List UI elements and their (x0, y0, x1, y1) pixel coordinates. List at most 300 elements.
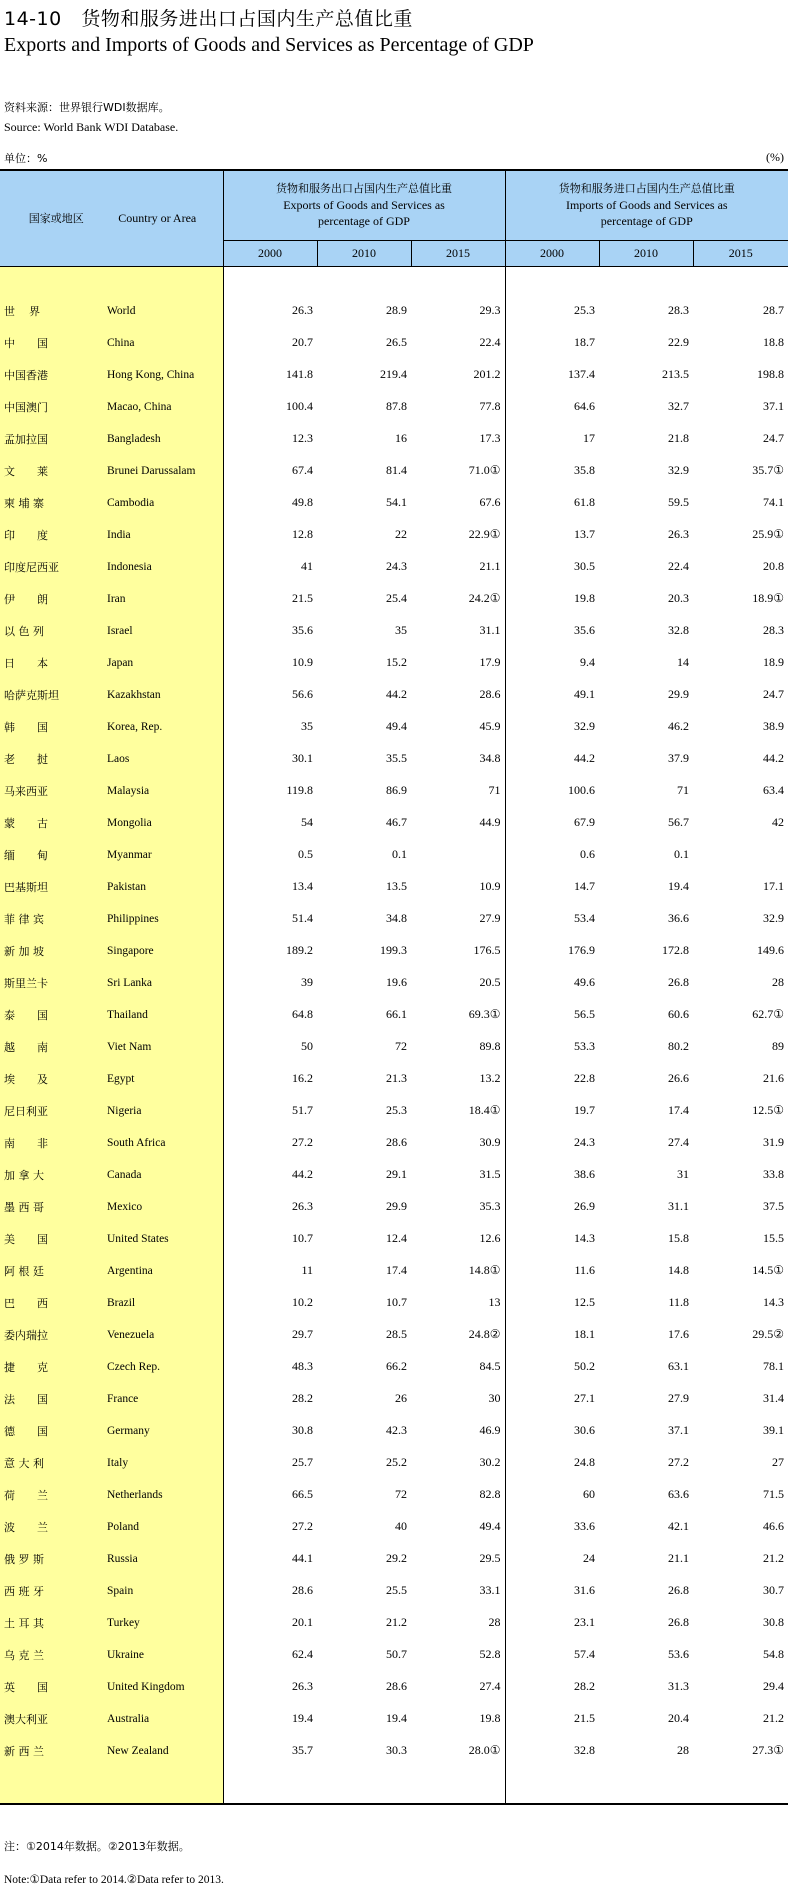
country-name-cn: 以 色 列 (0, 615, 101, 647)
export-value-cell: 81.4 (386, 463, 407, 477)
table-row (0, 999, 788, 1031)
spacer-cell (223, 1767, 317, 1804)
country-name-en: Ukraine (101, 1639, 223, 1671)
export-value-cell: 189.2 (286, 943, 313, 957)
imports-header-en: Imports of Goods and Services as percentage of GDP (565, 198, 728, 229)
import-value-cell: 49.6 (574, 975, 596, 989)
table-row (0, 807, 788, 839)
export-value-cell: 12.4 (386, 1231, 407, 1245)
country-name-cn: 新 西 兰 (0, 1735, 101, 1767)
spacer-cell (599, 266, 693, 295)
export-value-cell: 26.5 (386, 335, 407, 349)
export-value-cell: 141.8 (286, 367, 313, 381)
export-value-cell: 35 (395, 623, 407, 637)
export-value-cell: 86.9 (386, 783, 407, 797)
export-value-cell: 29.1 (386, 1167, 407, 1181)
export-value-cell: 28 (411, 1607, 505, 1639)
import-value-cell: 30.6 (574, 1423, 596, 1437)
table-row (0, 967, 788, 999)
table-row (0, 1127, 788, 1159)
import-value-cell: 19.7 (574, 1103, 596, 1117)
export-value-cell: 35.3 (411, 1191, 505, 1223)
export-value-cell: 49.4 (411, 1511, 505, 1543)
export-value-cell: 66.2 (386, 1359, 407, 1373)
country-name-cn: 埃 及 (0, 1063, 101, 1095)
import-value-cell: 29.4 (763, 1679, 785, 1693)
import-value-cell: 89 (772, 1039, 785, 1053)
export-value-cell: 27.2 (292, 1519, 313, 1533)
country-name-en: Mexico (101, 1191, 223, 1223)
import-value-cell: 20.3 (668, 591, 690, 605)
export-value-cell: 77.8 (411, 391, 505, 423)
import-value-cell: 14 (677, 655, 690, 669)
footnote-cn: 注：①2014年数据。②2013年数据。 (4, 1840, 190, 1853)
import-value-cell: 42.1 (668, 1519, 690, 1533)
country-name-cn: 印度尼西亚 (0, 551, 101, 583)
spacer-cell (411, 266, 505, 295)
imports-header-cn: 货物和服务进口占国内生产总值比重 (558, 182, 735, 196)
exports-group-header (223, 170, 505, 240)
imports-group-header (505, 170, 788, 240)
table-row (0, 1319, 788, 1351)
import-value-cell: 25.9① (752, 527, 785, 541)
import-value-cell: 57.4 (574, 1647, 596, 1661)
table-row (0, 743, 788, 775)
year-header: 2015 (411, 240, 505, 266)
export-value-cell: 19.4 (292, 1711, 313, 1725)
export-value-cell: 12.6 (411, 1223, 505, 1255)
export-value-cell: 30.2 (411, 1447, 505, 1479)
country-name-cn: 中 国 (0, 327, 101, 359)
export-value-cell: 22.4 (411, 327, 505, 359)
table-row (0, 1447, 788, 1479)
import-value-cell: 21.1 (668, 1551, 690, 1565)
import-value-cell: 35.6 (574, 623, 596, 637)
import-value-cell: 12.5① (752, 1103, 785, 1117)
table-row (0, 1415, 788, 1447)
export-value-cell: 48.3 (292, 1359, 313, 1373)
country-name-cn: 南 非 (0, 1127, 101, 1159)
import-value-cell: 17.4 (668, 1103, 690, 1117)
table-row (0, 615, 788, 647)
country-name-en: Italy (101, 1447, 223, 1479)
data-table (0, 169, 788, 1805)
import-value-cell: 27.4 (668, 1135, 690, 1149)
import-value-cell: 11.6 (574, 1263, 596, 1277)
spacer-cell (693, 1767, 788, 1804)
import-value-cell: 26.8 (668, 1583, 690, 1597)
spacer-cell (317, 266, 411, 295)
import-value-cell: 32.9 (668, 463, 690, 477)
country-name-cn: 柬 埔 寨 (0, 487, 101, 519)
export-value-cell: 21.2 (386, 1615, 407, 1629)
export-value-cell: 28.6 (386, 1679, 407, 1693)
table-row (0, 871, 788, 903)
export-value-cell: 19.4 (386, 1711, 407, 1725)
country-name-cn: 老 挝 (0, 743, 101, 775)
import-value-cell: 74.1 (763, 495, 785, 509)
table-row (0, 1383, 788, 1415)
import-value-cell: 21.6 (763, 1071, 785, 1085)
import-value-cell: 32.8 (574, 1743, 596, 1757)
country-name-cn: 波 兰 (0, 1511, 101, 1543)
export-value-cell: 27.4 (411, 1671, 505, 1703)
country-name-cn: 新 加 坡 (0, 935, 101, 967)
export-value-cell: 44.1 (292, 1551, 313, 1565)
country-header-en: Country or Area (118, 211, 197, 226)
table-row (0, 487, 788, 519)
unit-label-cn: 单位：% (4, 152, 48, 165)
import-value-cell: 29.5② (752, 1327, 785, 1341)
import-value-cell: 33.6 (574, 1519, 596, 1533)
country-name-cn: 英 国 (0, 1671, 101, 1703)
import-value-cell: 18.8 (763, 335, 785, 349)
export-value-cell: 26.3 (292, 1199, 313, 1213)
export-value-cell: 176.5 (411, 935, 505, 967)
import-value-cell: 31.6 (574, 1583, 596, 1597)
export-value-cell: 22.9① (411, 519, 505, 551)
import-value-cell: 31.1 (668, 1199, 690, 1213)
import-value-cell: 18.9 (763, 655, 785, 669)
table-row (0, 327, 788, 359)
country-name-cn: 美 国 (0, 1223, 101, 1255)
import-value-cell: 21.8 (668, 431, 690, 445)
import-value-cell: 24.7 (763, 431, 785, 445)
table-row (0, 839, 788, 871)
export-value-cell: 10.7 (292, 1231, 313, 1245)
table-row (0, 1351, 788, 1383)
export-value-cell: 62.4 (292, 1647, 313, 1661)
footnote-en: Note:①Data refer to 2014.②Data refer to 2013. (4, 1874, 224, 1886)
export-value-cell: 11 (301, 1263, 313, 1277)
export-value-cell: 33.1 (411, 1575, 505, 1607)
table-row (0, 711, 788, 743)
country-name-en: Nigeria (101, 1095, 223, 1127)
year-header: 2010 (599, 240, 693, 266)
export-value-cell: 66.5 (292, 1487, 313, 1501)
table-row (0, 1191, 788, 1223)
import-value-cell: 14.3 (763, 1295, 785, 1309)
import-value-cell: 53.4 (574, 911, 596, 925)
export-value-cell: 13 (411, 1287, 505, 1319)
import-value-cell: 13.7 (574, 527, 596, 541)
country-name-cn: 越 南 (0, 1031, 101, 1063)
import-value-cell: 14.8 (668, 1263, 690, 1277)
export-value-cell: 30.1 (292, 751, 313, 765)
import-value-cell: 17.1 (763, 879, 785, 893)
export-value-cell: 15.2 (386, 655, 407, 669)
import-value-cell: 21.5 (574, 1711, 596, 1725)
country-name-en: Mongolia (101, 807, 223, 839)
export-value-cell: 0.1 (392, 847, 407, 861)
import-value-cell: 14.7 (574, 879, 596, 893)
table-row (0, 775, 788, 807)
export-value-cell: 45.9 (411, 711, 505, 743)
import-value-cell: 28.3 (763, 623, 785, 637)
import-value-cell: 28.2 (574, 1679, 596, 1693)
year-header: 2015 (693, 240, 788, 266)
import-value-cell: 36.6 (668, 911, 690, 925)
country-name-en: Japan (101, 647, 223, 679)
page-title-cn (4, 4, 413, 31)
country-name-cn: 伊 朗 (0, 583, 101, 615)
title-cn-text: 货物和服务进出口占国内生产总值比重 (81, 8, 413, 30)
table-row (0, 551, 788, 583)
country-name-cn: 墨 西 哥 (0, 1191, 101, 1223)
table-row (0, 1223, 788, 1255)
import-value-cell: 15.8 (668, 1231, 690, 1245)
import-value-cell: 32.8 (668, 623, 690, 637)
export-value-cell: 49.4 (386, 719, 407, 733)
export-value-cell: 10.7 (386, 1295, 407, 1309)
import-value-cell: 54.8 (763, 1647, 785, 1661)
spacer-cell (0, 266, 101, 295)
source-note-en: Source: World Bank WDI Database. (4, 120, 179, 134)
export-value-cell: 219.4 (380, 367, 407, 381)
table-row (0, 1287, 788, 1319)
country-name-en: France (101, 1383, 223, 1415)
country-name-en: Russia (101, 1543, 223, 1575)
country-name-cn: 尼日利亚 (0, 1095, 101, 1127)
import-value-cell: 29.9 (668, 687, 690, 701)
table-row (0, 1255, 788, 1287)
table-row (0, 519, 788, 551)
country-name-en: Malaysia (101, 775, 223, 807)
import-value-cell: 20.8 (763, 559, 785, 573)
country-name-en: Philippines (101, 903, 223, 935)
country-name-cn: 文 莱 (0, 455, 101, 487)
source-note-cn: 资料来源：世界银行WDI数据库。 (4, 101, 170, 114)
country-name-en: Argentina (101, 1255, 223, 1287)
export-value-cell: 64.8 (292, 1007, 313, 1021)
country-name-cn: 法 国 (0, 1383, 101, 1415)
import-value-cell: 63.4 (763, 783, 785, 797)
export-value-cell: 40 (395, 1519, 407, 1533)
export-value-cell: 25.7 (292, 1455, 313, 1469)
export-value-cell: 30.9 (411, 1127, 505, 1159)
year-header: 2000 (505, 240, 599, 266)
table-row (0, 1095, 788, 1127)
country-name-en: Viet Nam (101, 1031, 223, 1063)
import-value-cell: 137.4 (568, 367, 596, 381)
export-value-cell: 30.3 (386, 1743, 407, 1757)
export-value-cell: 21.5 (292, 591, 313, 605)
table-row (0, 1703, 788, 1735)
import-value-cell: 24 (583, 1551, 596, 1565)
import-value-cell: 19.4 (668, 879, 690, 893)
spacer-cell (505, 1767, 599, 1804)
country-name-cn: 斯里兰卡 (0, 967, 101, 999)
table-row (0, 1063, 788, 1095)
import-value-cell: 14.3 (574, 1231, 596, 1245)
export-value-cell: 20.1 (292, 1615, 313, 1629)
export-value-cell: 24.8② (411, 1319, 505, 1351)
export-value-cell: 30 (411, 1383, 505, 1415)
import-value-cell: 27 (772, 1455, 785, 1469)
country-name-en: Bangladesh (101, 423, 223, 455)
export-value-cell: 28.5 (386, 1327, 407, 1341)
export-value-cell: 26.3 (292, 303, 313, 317)
export-value-cell: 14.8① (411, 1255, 505, 1287)
country-name-cn: 土 耳 其 (0, 1607, 101, 1639)
import-value-cell: 31.3 (668, 1679, 690, 1693)
country-name-en: Venezuela (101, 1319, 223, 1351)
export-value-cell: 67.6 (411, 487, 505, 519)
spacer-cell (317, 1767, 411, 1804)
country-name-en: Poland (101, 1511, 223, 1543)
import-value-cell: 172.8 (662, 943, 690, 957)
country-name-en: Germany (101, 1415, 223, 1447)
country-name-en: Laos (101, 743, 223, 775)
country-name-cn: 缅 甸 (0, 839, 101, 871)
export-value-cell: 26 (395, 1391, 407, 1405)
import-value-cell: 24.7 (763, 687, 785, 701)
import-value-cell: 37.9 (668, 751, 690, 765)
export-value-cell: 27.2 (292, 1135, 313, 1149)
import-value-cell: 22.9 (668, 335, 690, 349)
import-value-cell: 9.4 (580, 655, 596, 669)
export-value-cell: 31.5 (411, 1159, 505, 1191)
country-name-en: Myanmar (101, 839, 223, 871)
import-value-cell: 24.3 (574, 1135, 596, 1149)
import-value-cell: 26.8 (668, 1615, 690, 1629)
country-name-en: Turkey (101, 1607, 223, 1639)
country-name-en: Macao, China (101, 391, 223, 423)
country-name-cn: 马来西亚 (0, 775, 101, 807)
export-value-cell: 50 (301, 1039, 313, 1053)
table-row (0, 1479, 788, 1511)
table-row (0, 455, 788, 487)
import-value-cell: 32.7 (668, 399, 690, 413)
country-name-cn: 乌 克 兰 (0, 1639, 101, 1671)
import-value-cell: 42 (772, 815, 785, 829)
export-value-cell: 66.1 (386, 1007, 407, 1021)
export-value-cell: 54 (301, 815, 313, 829)
table-row (0, 1671, 788, 1703)
country-name-cn: 日 本 (0, 647, 101, 679)
export-value-cell: 22 (395, 527, 407, 541)
import-value-cell: 17 (583, 431, 596, 445)
export-value-cell: 24.2① (411, 583, 505, 615)
country-name-en: Israel (101, 615, 223, 647)
exports-header-cn: 货物和服务出口占国内生产总值比重 (276, 182, 452, 196)
import-value-cell: 22.8 (574, 1071, 596, 1085)
country-name-en: Egypt (101, 1063, 223, 1095)
export-value-cell: 35.5 (386, 751, 407, 765)
country-name-en: Brunei Darussalam (101, 455, 223, 487)
export-value-cell: 25.3 (386, 1103, 407, 1117)
table-row (0, 1543, 788, 1575)
import-value-cell: 28.7 (763, 303, 785, 317)
spacer-row (0, 1767, 788, 1804)
import-value-cell: 63.1 (668, 1359, 690, 1373)
country-name-cn: 意 大 利 (0, 1447, 101, 1479)
table-body (0, 266, 788, 1804)
import-value-cell: 18.1 (574, 1327, 596, 1341)
table-row (0, 935, 788, 967)
export-value-cell: 46.9 (411, 1415, 505, 1447)
import-value-cell: 18.9① (752, 591, 785, 605)
country-name-cn: 加 拿 大 (0, 1159, 101, 1191)
import-value-cell: 26.9 (574, 1199, 596, 1213)
table-row (0, 903, 788, 935)
import-value-cell: 30.7 (763, 1583, 785, 1597)
country-name-en: Sri Lanka (101, 967, 223, 999)
import-value-cell: 20.4 (668, 1711, 690, 1725)
country-name-cn: 蒙 古 (0, 807, 101, 839)
country-name-en: Thailand (101, 999, 223, 1031)
import-value-cell: 30.5 (574, 559, 596, 573)
import-value-cell: 21.2 (763, 1711, 785, 1725)
country-header-cn: 国家或地区 (28, 212, 84, 226)
export-value-cell: 25.2 (386, 1455, 407, 1469)
export-value-cell: 25.5 (386, 1583, 407, 1597)
import-value-cell: 25.3 (574, 303, 596, 317)
export-value-cell: 28.6 (386, 1135, 407, 1149)
import-value-cell: 80.2 (668, 1039, 690, 1053)
import-value-cell: 53.3 (574, 1039, 596, 1053)
import-value-cell: 18.7 (574, 335, 596, 349)
import-value-cell: 32.9 (763, 911, 785, 925)
import-value-cell: 56.5 (574, 1007, 596, 1021)
export-value-cell: 44.2 (386, 687, 407, 701)
import-value-cell: 32.9 (574, 719, 596, 733)
export-value-cell: 20.5 (411, 967, 505, 999)
country-name-cn: 捷 克 (0, 1351, 101, 1383)
export-value-cell: 41 (301, 559, 313, 573)
spacer-cell (693, 266, 788, 295)
import-value-cell: 28.3 (668, 303, 690, 317)
export-value-cell: 49.8 (292, 495, 313, 509)
export-value-cell: 10.9 (292, 655, 313, 669)
country-name-en: Spain (101, 1575, 223, 1607)
import-value-cell: 22.4 (668, 559, 690, 573)
unit-label-pct: (%) (766, 150, 784, 164)
export-value-cell: 18.4① (411, 1095, 505, 1127)
export-value-cell: 82.8 (411, 1479, 505, 1511)
import-value-cell: 27.1 (574, 1391, 596, 1405)
export-value-cell: 54.1 (386, 495, 407, 509)
import-value-cell: 176.9 (568, 943, 596, 957)
spacer-cell (101, 266, 223, 295)
country-name-cn: 中国香港 (0, 359, 101, 391)
export-value-cell: 50.7 (386, 1647, 407, 1661)
import-value-cell: 21.2 (763, 1551, 785, 1565)
table-row (0, 1639, 788, 1671)
export-value-cell: 25.4 (386, 591, 407, 605)
country-name-en: Kazakhstan (101, 679, 223, 711)
import-value-cell: 12.5 (574, 1295, 596, 1309)
country-name-en: Australia (101, 1703, 223, 1735)
import-value-cell: 35.7① (752, 463, 785, 477)
import-value-cell: 49.1 (574, 687, 596, 701)
export-value-cell: 28.6 (292, 1583, 313, 1597)
country-column-header (0, 170, 223, 266)
import-value-cell: 37.1 (763, 399, 785, 413)
spacer-cell (223, 266, 317, 295)
export-value-cell: 16 (395, 431, 407, 445)
import-value-cell: 38.6 (574, 1167, 596, 1181)
export-value-cell: 199.3 (380, 943, 407, 957)
import-value-cell: 64.6 (574, 399, 596, 413)
import-value-cell: 100.6 (568, 783, 596, 797)
country-name-en: South Africa (101, 1127, 223, 1159)
country-name-cn: 哈萨克斯坦 (0, 679, 101, 711)
export-value-cell: 51.4 (292, 911, 313, 925)
export-value-cell: 119.8 (286, 783, 313, 797)
country-name-en: Pakistan (101, 871, 223, 903)
import-value-cell: 38.9 (763, 719, 785, 733)
